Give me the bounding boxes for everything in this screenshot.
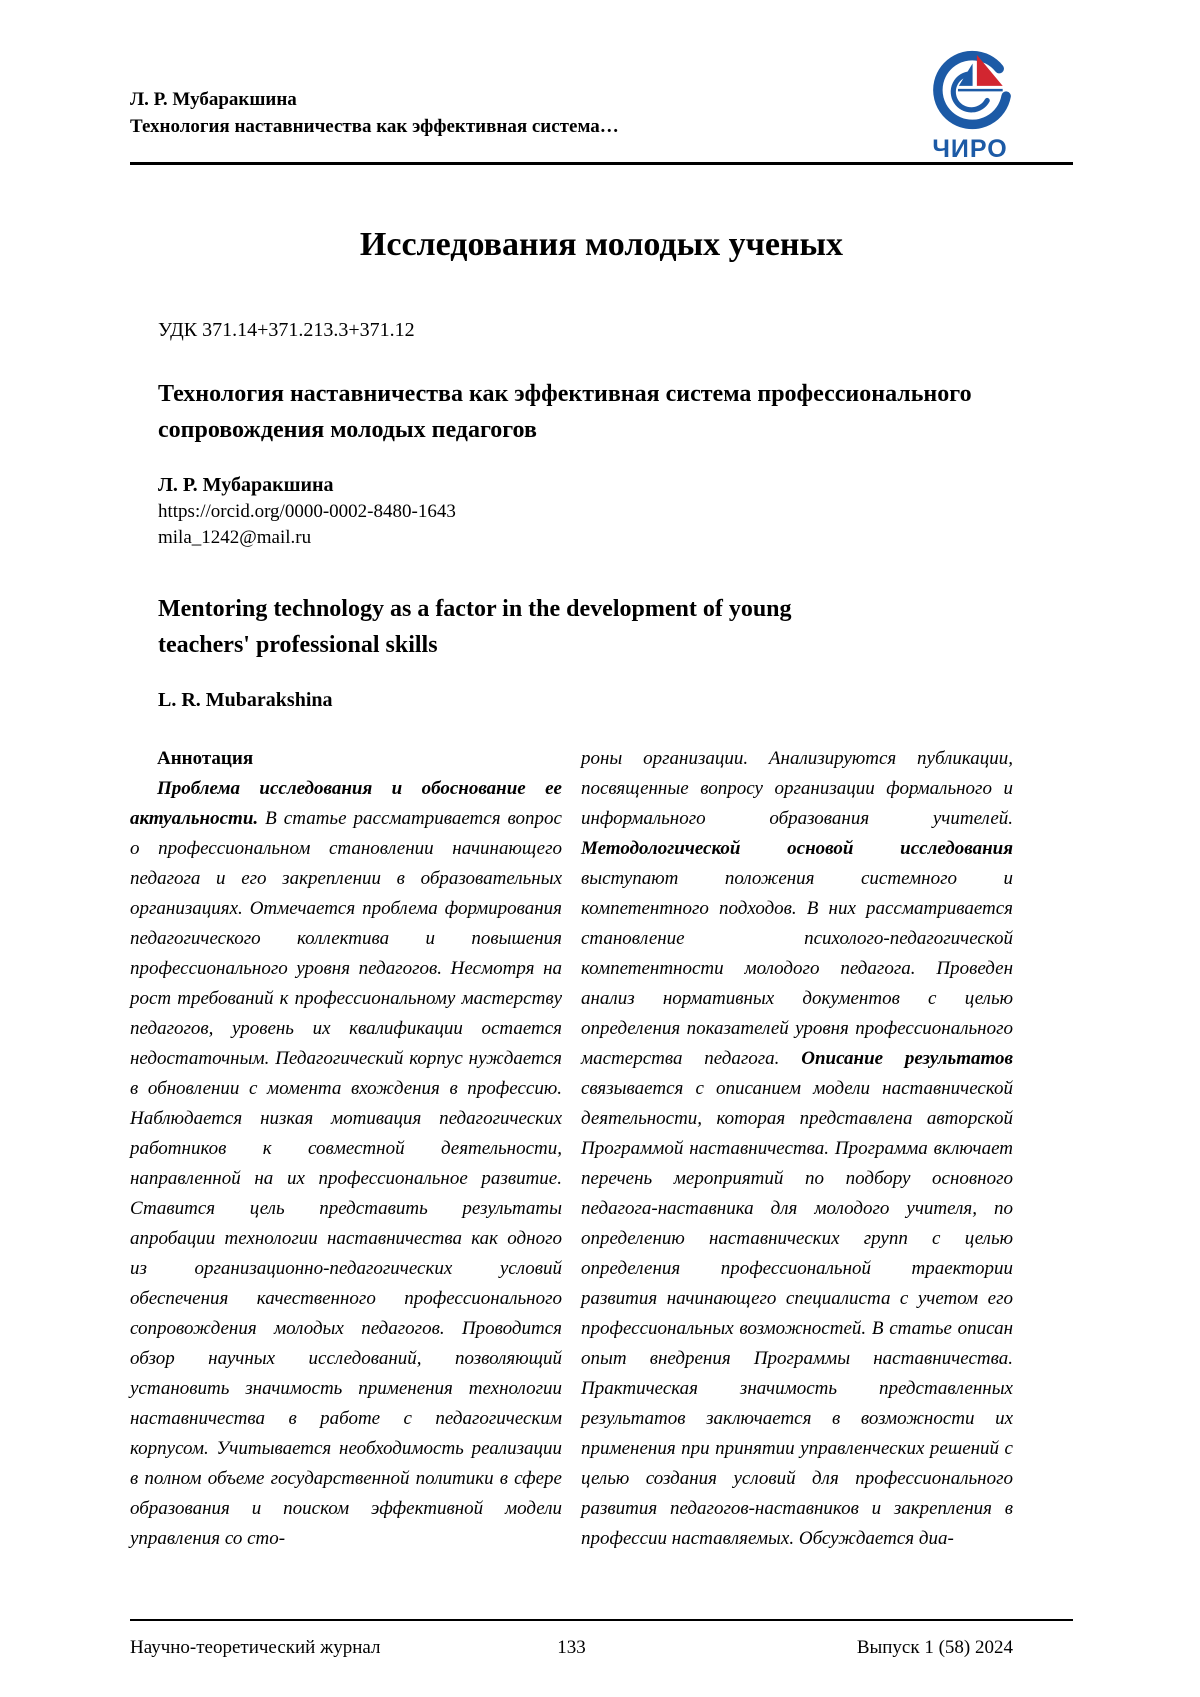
page-footer <box>130 1619 1073 1661</box>
orcid-link[interactable]: https://orcid.org/0000-0002-8480-1643 <box>158 501 456 522</box>
abstract-bold-phrase: Описание результатов <box>801 1048 1013 1069</box>
running-head-author: Л. Р. Мубаракшина <box>130 89 297 110</box>
abstract-columns <box>130 744 1013 1554</box>
article-author-ru: Л. Р. Мубаракшина <box>158 474 334 496</box>
running-head-title: Технология наставничества как эффективная система… <box>130 116 619 137</box>
footer-page-number: 133 <box>557 1637 586 1658</box>
footer-rule <box>130 1619 1073 1621</box>
footer-journal-name: Научно-теоретический журнал <box>130 1637 381 1658</box>
abstract-heading: Аннотация <box>157 748 254 769</box>
abstract-text-run: связывается с описанием модели наставнической деятельности, которая представлена авторской Программой наставничества. Программа включает перечень мероприятий по подбору основного педагога-наставника для молодого учителя, по определению наставнических групп с целью определения профессиональной траектории развития начинающего специалиста с учетом его профессиональных возможностей. В статье описан опыт внедрения Программы наставничества. Практическая значимость представленных результатов заключается в возможности их применения при принятии управленческих решений с целью создания условий для профессионального развития педагогов-наставников и закрепления в профессии наставляемых. Обсуждается диа- <box>581 1078 1013 1549</box>
article-head <box>158 317 1200 714</box>
abstract-bold-phrase: Методологической основой исследования <box>581 838 1013 859</box>
article-title-en: Mentoring technology as a factor in the development of young teachers' professional skills <box>158 596 792 658</box>
running-head <box>130 86 910 140</box>
abstract-text-run: роны организации. Анализируются публикации, посвященные вопросу организации формального и информального образования учителей. <box>581 748 1013 829</box>
footer-row <box>130 1635 1013 1661</box>
email-link[interactable]: mila_1242@mail.ru <box>158 527 312 548</box>
abstract-text-run: В статье рассматривается вопрос о профессиональном становлении начинающего педагога и его закреплении в образовательных организациях. Отмечается проблема формирования педагогического коллектива и повышения профессионального уровня педагогов. Несмотря на рост требований к профессиональному мастерству педагогов, уровень их квалификации остается недостаточным. Педагогический корпус нуждается в обновлении с момента вхождения в профессию. Наблюдается низкая мотивация педагогических работников к совместной деятельности, направленной на их профессиональное развитие. Ставится цель представить результаты апробации технологии наставничества как одного из организационно-педагогических условий обеспечения качественного профессионального сопровождения молодых педагогов. Проводится обзор научных исследований, позволяющий установить значимость применения технологии наставничества в работе с педагогическим корпусом. Учитывается необходимость реализации в полном объеме государственной политики в сфере образования и поиском эффективной модели управления со сто- <box>130 808 562 1549</box>
abstract-bold-phrase: Проблема исследования и обоснование ее актуальности. <box>130 778 562 829</box>
chiro-logo-mark-icon <box>927 48 1013 134</box>
udk-code: УДК 371.14+371.213.3+371.12 <box>158 319 415 341</box>
abstract-text-run: выступают положения системного и компетентного подходов. В них рассматривается становление психолого-педагогической компетентности молодого педагога. Проведен анализ нормативных документов с целью определения показателей уровня профессионального мастерства педагога. <box>581 868 1013 1069</box>
article-title-ru: Технология наставничества как эффективная система профессионального сопровождения молодых педагогов <box>158 381 972 443</box>
footer-issue: Выпуск 1 (58) 2024 <box>856 1637 1013 1658</box>
chiro-logo <box>918 48 1022 164</box>
chiro-logo-wordmark: ЧИРО <box>932 135 1008 163</box>
article-author-en: L. R. Mubarakshina <box>158 689 333 711</box>
abstract-paragraph-left <box>130 774 562 1554</box>
section-title: Исследования молодых ученых <box>359 226 844 263</box>
abstract-column-right <box>581 744 1013 1554</box>
abstract-column-left <box>130 744 562 1554</box>
abstract-paragraph-right <box>581 744 1013 1554</box>
